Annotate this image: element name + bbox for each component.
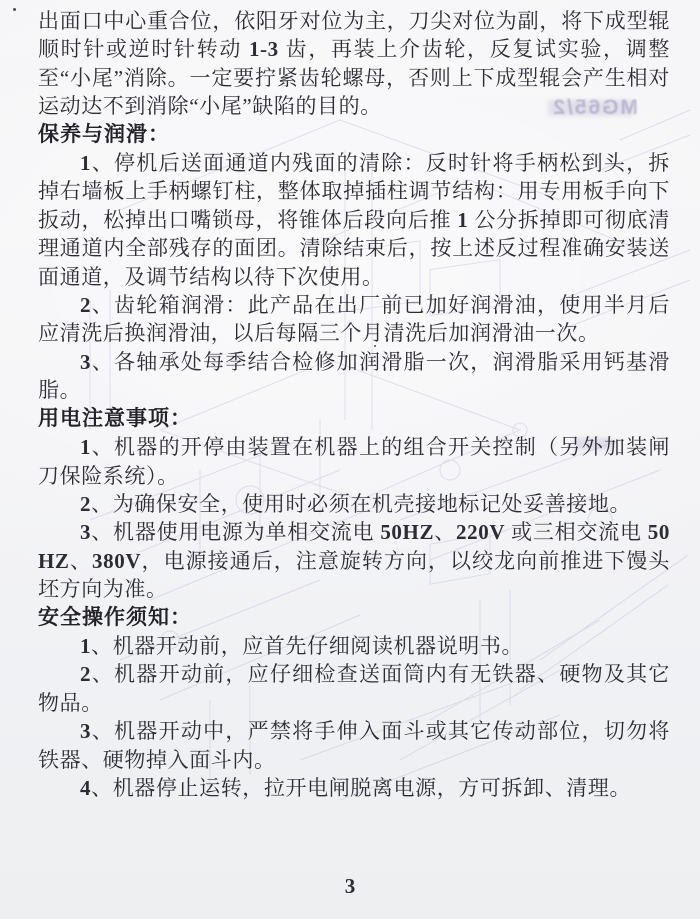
item-safety-2: 2、机器开动前，应仔细检查送面筒内有无铁器、硬物及其它物品。 — [38, 662, 670, 715]
item-safety-3: 3、机器开动中，严禁将手伸入面斗或其它传动部位，切勿将铁器、硬物掉入面斗内。 — [38, 719, 670, 772]
scan-speck — [374, 345, 376, 347]
item-maintenance-1: 1、停机后送面通道内残面的清除：反时针将手柄松到头，拆掉右墙板上手柄螺钉柱，整体取掉插柱调节结构：用专用板手向下扳动，松掉出口嘴锁母，将锥体后段向后推 1 公分拆掉即可彻底清理通道内全部残存的面团。清除结束后，按上述反过程准确安装送面通道，及调节结构以待下次使用。 — [38, 151, 671, 289]
page-text — [38, 7, 670, 802]
heading-electrical-notes: 用电注意事项： — [38, 406, 192, 430]
item-safety-1: 1、机器开动前，应首先仔细阅读机器说明书。 — [80, 633, 524, 658]
page-number: 3 — [344, 874, 356, 898]
heading-maintenance-lubrication: 保养与润滑： — [38, 122, 170, 146]
item-electrical-3: 3、机器使用电源为单相交流电 50HZ、220V 或三相交流电 50HZ、380V，电源接通后，注意旋转方向，以绞龙向前推进下馒头坯方向为准。 — [38, 520, 670, 602]
scan-speck — [13, 8, 16, 11]
item-safety-4: 4、机器停止运转，拉开电闸脱离电源，方可拆卸、清理。 — [80, 775, 632, 800]
item-maintenance-2: 2、齿轮箱润滑：此产品在出厂前已加好润滑油，使用半月后应清洗后换润滑油，以后每隔三个月清洗后加润滑油一次。 — [38, 293, 670, 346]
heading-safety-instructions: 安全操作须知： — [38, 605, 192, 629]
bleed-through-model-text: MG65/2 — [551, 96, 638, 119]
item-electrical-2: 2、为确保安全，使用时必须在机壳接地标记处妥善接地。 — [80, 491, 632, 516]
item-maintenance-3: 3、各轴承处每季结合检修加润滑脂一次，润滑脂采用钙基滑脂。 — [38, 349, 670, 403]
paragraph-roller-adjustment: 出面口中心重合位，依阳牙对位为主，刀尖对位为副，将下成型辊顺时针或逆时针转动 1-3 齿，再装上介齿轮，反复试实验，调整至“小尾”消除。一定要拧紧齿轮螺母，否则上下成型辊会产生相对运动达不到消除“小尾”缺陷的目的。 — [38, 9, 670, 119]
item-electrical-1: 1、机器的开停由装置在机器上的组合开关控制（另外加装闸刀保险系统）。 — [38, 435, 670, 488]
